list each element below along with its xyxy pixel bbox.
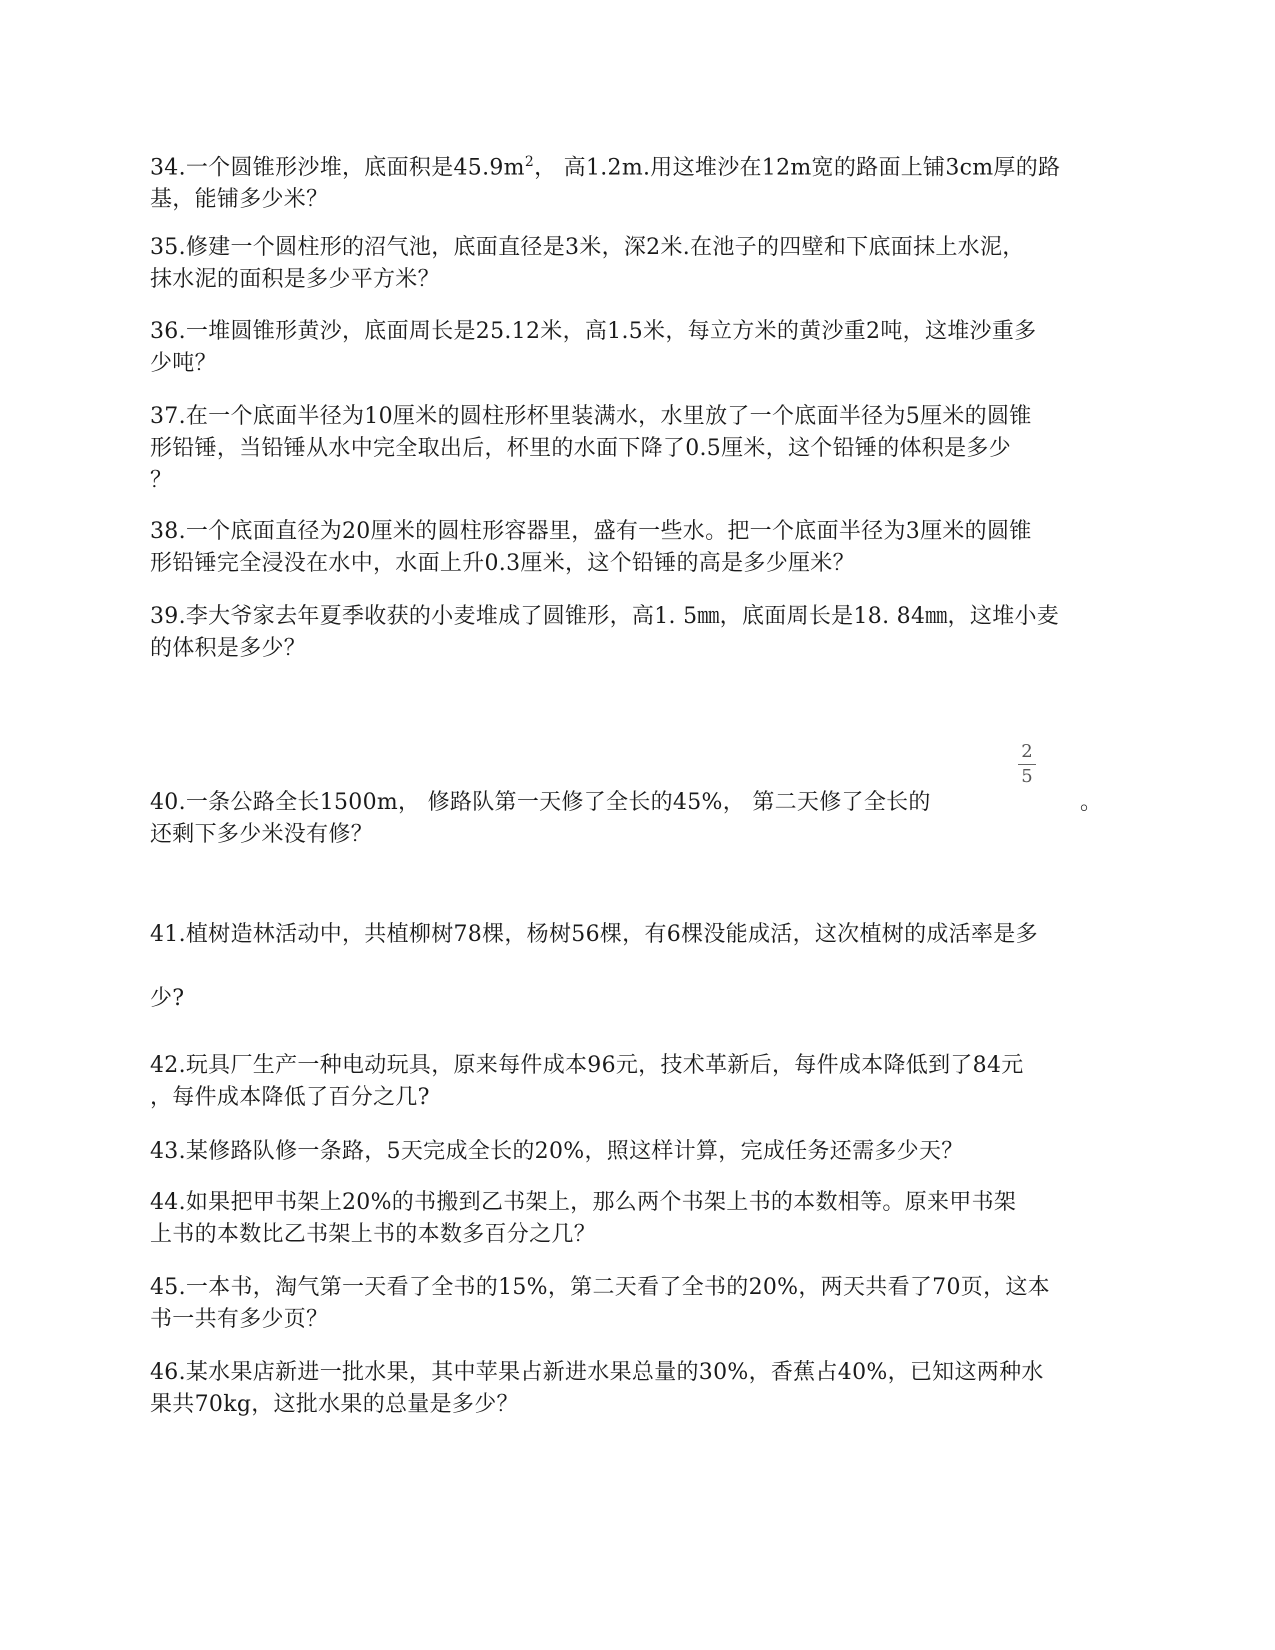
question-37-line3: ？ — [150, 468, 173, 493]
question-41 — [150, 903, 1130, 1031]
question-34-line1: 34.一个圆锥形沙堆，底面积是$45.9m^2$， 高1.2m.用这堆沙在12m宽的路面上铺3cm厚的路 — [150, 154, 1061, 181]
fraction-denominator: 5 — [1021, 766, 1033, 787]
question-38-line2: 形铅锤完全浸没在水中，水面上升0.3厘米，这个铅锤的高是多少厘米？ — [150, 551, 855, 576]
question-43 — [150, 1136, 1130, 1168]
question-40-line2: 还剩下多少米没有修？ — [150, 822, 374, 847]
question-46-line2: 果共70kg，这批水果的总量是多少？ — [150, 1392, 519, 1417]
question-35 — [150, 232, 1130, 296]
question-39-line2: 的体积是多少？ — [150, 636, 307, 661]
fraction-two-fifths — [1016, 742, 1038, 787]
question-46-line1: 46.某水果店新进一批水果，其中苹果占新进水果总量的30%，香蕉占40%，已知这两种水 — [150, 1360, 1044, 1385]
fraction-numerator: 2 — [1021, 741, 1033, 762]
question-39 — [150, 601, 1130, 665]
question-40 — [150, 787, 1130, 851]
question-35-line2: 抹水泥的面积是多少平方米？ — [150, 267, 440, 292]
question-35-line1: 35.修建一个圆柱形的沼气池，底面直径是3米，深2米.在池子的四壁和下底面抹上水泥， — [150, 235, 1025, 260]
question-34 — [150, 146, 1130, 216]
fraction-bar — [1018, 764, 1036, 765]
question-37-line1: 37.在一个底面半径为10厘米的圆柱形杯里装满水，水里放了一个底面半径为5厘米的圆锥 — [150, 404, 1032, 429]
question-45 — [150, 1272, 1130, 1336]
question-45-line1: 45.一本书，淘气第一天看了全书的15%，第二天看了全书的20%，两天共看了70页，这本 — [150, 1275, 1050, 1300]
question-45-line2: 书一共有多少页？ — [150, 1307, 329, 1332]
question-38-line1: 38.一个底面直径为20厘米的圆柱形容器里，盛有一些水。把一个底面半径为3厘米的圆锥 — [150, 519, 1032, 544]
question-37-line2: 形铅锤，当铅锤从水中完全取出后，杯里的水面下降了0.5厘米，这个铅锤的体积是多少 — [150, 436, 1011, 461]
question-40-period: 。 — [1080, 790, 1103, 815]
question-39-line1: 39.李大爷家去年夏季收获的小麦堆成了圆锥形，高1. 5㎜，底面周长是18. 84㎜，这堆小麦 — [150, 604, 1060, 629]
question-42-line1: 42.玩具厂生产一种电动玩具，原来每件成本96元，技术革新后，每件成本降低到了84元 — [150, 1053, 1024, 1078]
question-44-line1: 44.如果把甲书架上20%的书搬到乙书架上，那么两个书架上书的本数相等。原来甲书架 — [150, 1190, 1017, 1215]
question-36-line2: 少吨？ — [150, 351, 217, 376]
question-40-line1: 40.一条公路全长1500m， 修路队第一天修了全长的45%， 第二天修了全长的 — [150, 790, 931, 815]
question-37 — [150, 401, 1130, 497]
question-36-line1: 36.一堆圆锥形黄沙，底面周长是25.12米，高1.5米，每立方米的黄沙重2吨，这堆沙重多 — [150, 319, 1037, 344]
question-41-line1: 41.植树造林活动中，共植柳树78棵，杨树56棵，有6棵没能成活，这次植树的成活率是多 — [150, 922, 1038, 947]
question-43-line1: 43.某修路队修一条路，5天完成全长的20%，照这样计算，完成任务还需多少天？ — [150, 1139, 964, 1164]
question-34-line2: 基，能铺多少米？ — [150, 187, 329, 213]
question-42 — [150, 1050, 1130, 1114]
question-36 — [150, 316, 1130, 380]
question-41-line2: 少? — [150, 986, 185, 1011]
question-44 — [150, 1187, 1130, 1251]
question-42-line2: ，每件成本降低了百分之几? — [150, 1085, 430, 1110]
question-44-line2: 上书的本数比乙书架上书的本数多百分之几？ — [150, 1222, 597, 1247]
question-46 — [150, 1357, 1130, 1421]
question-38 — [150, 516, 1130, 580]
